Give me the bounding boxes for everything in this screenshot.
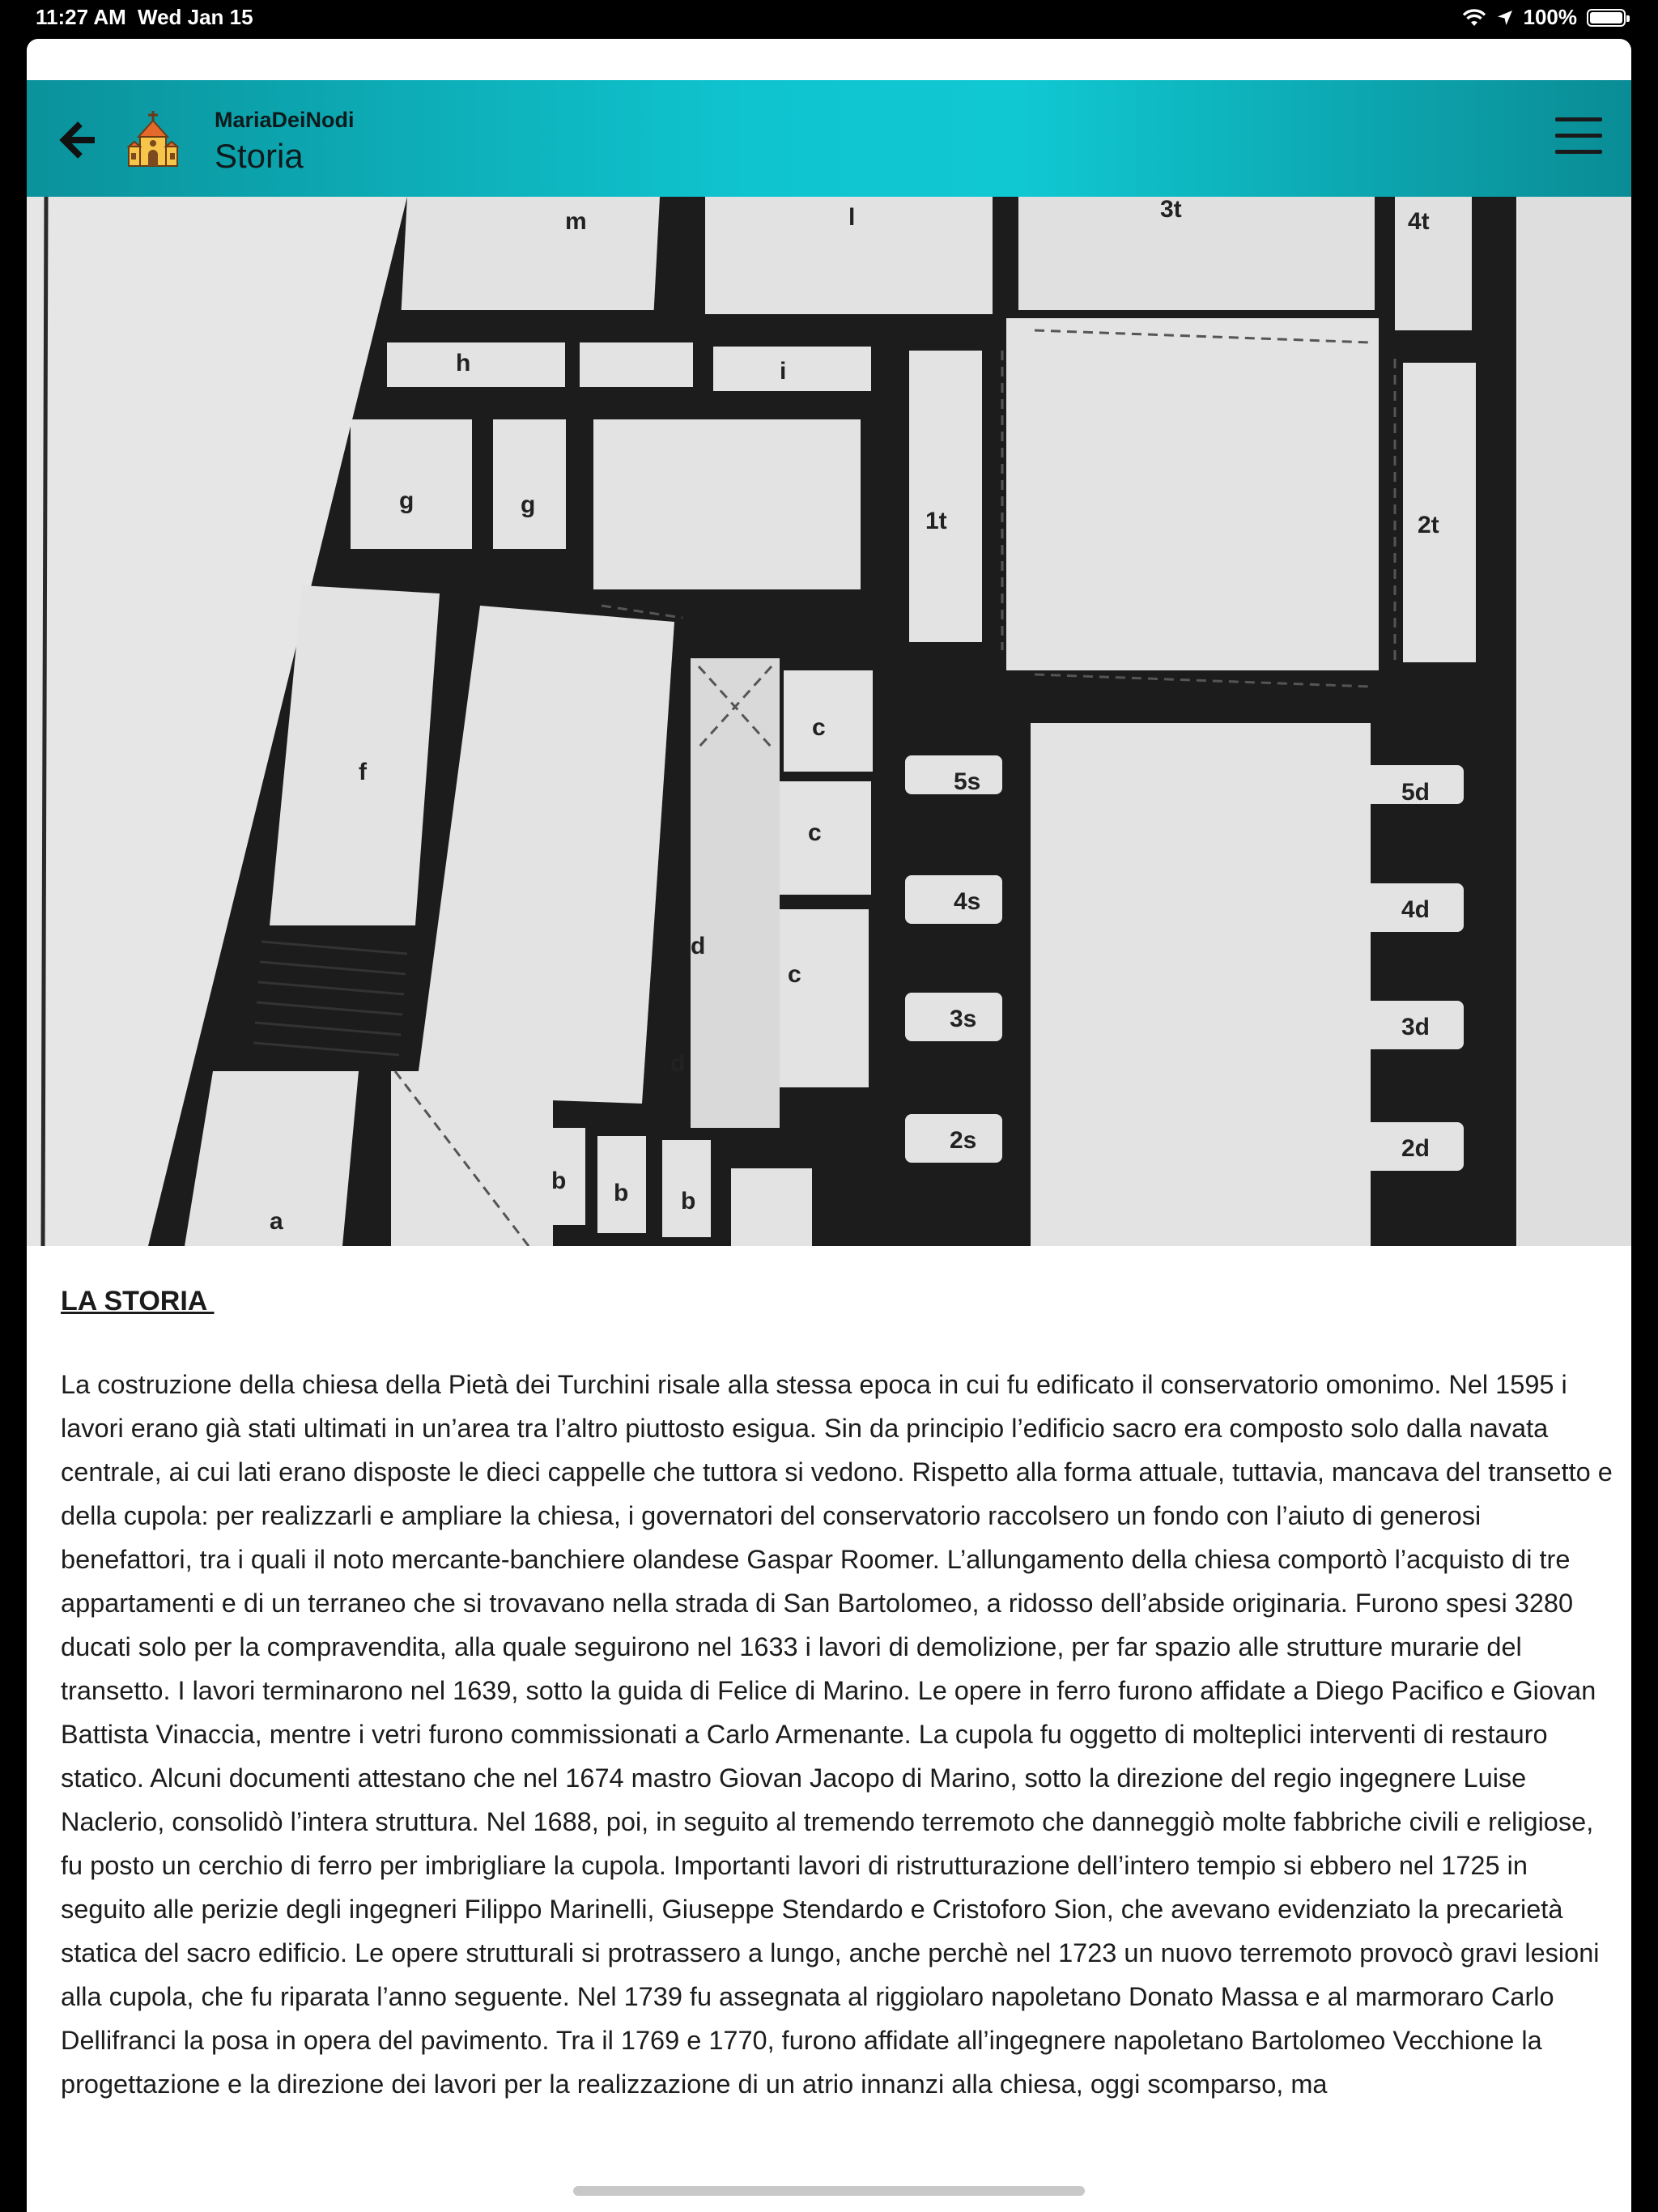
room-label: g — [521, 491, 536, 518]
room-label: 2d — [1401, 1135, 1431, 1162]
floor-plan-image — [27, 197, 1631, 1246]
article — [61, 1286, 1615, 2106]
status-bar — [0, 0, 1658, 37]
status-time: 11:27 AM — [36, 5, 126, 29]
menu-line — [1555, 150, 1602, 154]
room-label: a — [270, 1208, 283, 1235]
room-label: 2t — [1418, 512, 1439, 538]
room-label: g — [399, 487, 414, 514]
room-label: 4t — [1408, 208, 1430, 235]
room-label: 3s — [950, 1006, 977, 1032]
room-label: c — [808, 819, 822, 846]
room-label: m — [565, 208, 587, 235]
location-arrow-icon — [1496, 9, 1514, 27]
hamburger-menu-icon[interactable] — [1555, 114, 1602, 156]
menu-line — [1555, 134, 1602, 138]
app-name: MariaDeiNodi — [215, 108, 355, 132]
page-title: Storia — [215, 137, 304, 175]
room-label: 4s — [954, 888, 981, 915]
arrow-left-icon — [56, 117, 101, 163]
menu-line — [1555, 117, 1602, 121]
room-label: 3t — [1160, 197, 1182, 223]
room-label: h — [456, 350, 471, 376]
home-indicator[interactable] — [573, 2186, 1085, 2196]
battery-icon — [1587, 9, 1626, 27]
app-header — [27, 80, 1631, 197]
room-label: c — [788, 961, 801, 988]
section-heading: LA STORIA — [61, 1286, 215, 1317]
room-label: b — [614, 1180, 629, 1206]
room-label: 5s — [954, 768, 981, 795]
wifi-icon — [1462, 8, 1486, 28]
back-button[interactable] — [56, 117, 101, 163]
status-date: Wed Jan 15 — [138, 5, 253, 29]
room-label: b — [551, 1168, 567, 1194]
article-body: La costruzione della chiesa della Pietà dei Turchini risale alla stessa epoca in cui fu edificato il conservatorio omonimo. Nel 1595 i lavori erano già stati ultimati in un’area tra l’altro piuttosto esigua. Sin da principio l’edificio sacro era composto solo dalla navata centrale, ai cui lati erano disposte le dieci cappelle che tuttora si vedono. Rispetto alla forma attuale, tuttavia, mancava del transetto e della cupola: per realizzarli e ampliare la chiesa, i governatori del conservatorio raccolsero un fondo con l’aiuto di generosi benefattori, tra i quali il noto mercante-banchiere olandese Gaspar Roomer. L’allungamento della chiesa comportò l’acquisto di tre appartamenti e di un terraneo che si trovavano nella strada di San Bartolomeo, a ridosso dell’abside originaria. Furono spesi 3280 ducati solo per la compravendita, alla quale seguirono nel 1633 i lavori di demolizione, per far spazio alle strutture murarie del transetto. I lavori terminarono nel 1639, sotto la guida di Felice di Marino. Le opere in ferro furono affidate a Diego Pacifico e Giovan Battista Vinaccia, mentre i vetri furono commissionati a Carlo Armenante. La cupola fu oggetto di molteplici interventi di restauro statico. Alcuni documenti attestano che nel 1674 mastro Giovan Jacopo di Marino, sotto la direzione del regio ingegnere Luise Naclerio, consolidò l’intera struttura. Nel 1688, poi, in seguito al tremendo terremoto che danneggiò molte fabbriche civili e religiose, fu posto un cerchio di ferro per imbrigliare la cupola. Importanti lavori di ristrutturazione dell’intero tempio si ebbero nel 1725 in seguito alle perizie degli ingegneri Filippo Marinelli, Giuseppe Stendardo e Cristoforo Sion, che avevano evidenziato la precarietà statica del sacro edificio. Le opere strutturali si protrassero a lungo, anche perchè nel 1723 un nuovo terremoto provocò gravi lesioni alla cupola, che fu riparata l’anno seguente. Nel 1739 fu assegnata al riggiolaro napoletano Donato Massa e al marmoraro Carlo Dellifranci la posa in opera del pavimento. Tra il 1769 e 1770, furono affidate all’ingegnere napoletano Bartolomeo Vecchione la progettazione e la direzione dei lavori per la realizzazione di un atrio innanzi alla chiesa, oggi scomparso, ma — [61, 1370, 1613, 2099]
app-window — [27, 39, 1631, 2212]
room-label: c — [812, 714, 826, 741]
room-label: d — [670, 1050, 686, 1077]
room-label: 3d — [1401, 1014, 1431, 1040]
room-label: b — [681, 1188, 696, 1214]
room-label: d — [691, 933, 706, 959]
status-right — [1462, 5, 1626, 30]
battery-fill — [1590, 12, 1622, 23]
room-label: l — [848, 204, 856, 231]
room-label: 2s — [950, 1127, 977, 1154]
church-icon — [127, 109, 179, 168]
room-label: f — [359, 759, 367, 785]
room-label: 4d — [1401, 896, 1431, 923]
room-label: 1t — [925, 508, 947, 534]
battery-percentage: 100% — [1523, 5, 1577, 29]
room-label: i — [780, 358, 787, 385]
room-label: 5d — [1401, 779, 1431, 806]
